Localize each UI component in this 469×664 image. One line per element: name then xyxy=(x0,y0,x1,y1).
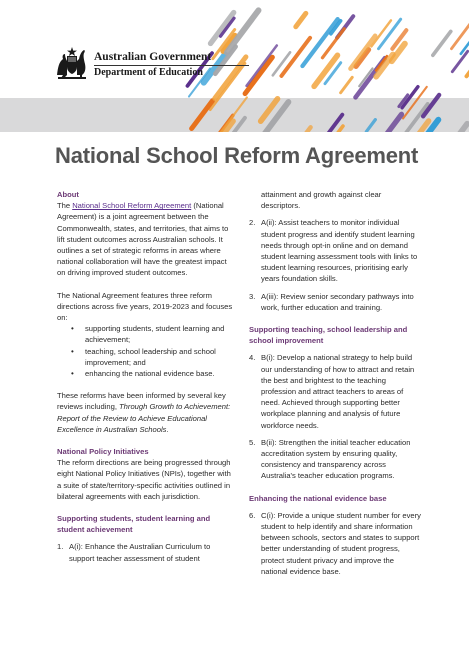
coat-of-arms-icon xyxy=(55,45,89,81)
page-title: National School Reform Agreement xyxy=(55,143,419,168)
evidence-heading: Enhancing the national evidence base xyxy=(249,493,387,503)
npi-paragraph: The reform directions are being progressed through eight National Policy Initiatives (NPIs), together with a suite of state/territory-specific activities outlined in bilateral agreements with each jurisdiction. xyxy=(57,458,231,501)
list-item: 5. B(ii): Strengthen the initial teacher education accreditation system by ensuring quality, consistency and transparency across Australia's teacher education programs. xyxy=(249,437,411,481)
list-item: 2. A(ii): Assist teachers to monitor individual student progress and identify student learning needs through opt-in online and on demand student learning assessment tools with links to student learning resources, prioritising early years foundation skills. xyxy=(249,218,418,284)
brand-stripe xyxy=(387,114,402,132)
initiative-list-c xyxy=(249,510,421,577)
brand-stripe xyxy=(366,120,375,132)
government-logo xyxy=(55,45,255,85)
teaching-heading: Supporting teaching, school leadership and school improvement xyxy=(249,325,408,346)
brand-stripe xyxy=(310,126,343,132)
initiative-list-a xyxy=(57,541,235,563)
npi-heading: National Policy Initiatives xyxy=(57,447,149,457)
brand-stripe xyxy=(280,127,311,132)
list-item: 4. B(i): Develop a national strategy to help build our understanding of how to attract and retain the best and brightest to the teaching profession and attract teachers to areas of need. Achieved through supporting better workplace planning and analysis of future workforce needs. xyxy=(249,353,415,430)
list-item: 1. A(i): Enhance the Australian Curriculum to support teacher assessment of student xyxy=(57,542,211,563)
brand-stripe xyxy=(341,77,353,92)
list-item: 3. A(iii): Review senior secondary pathways into work, further education and training. xyxy=(249,291,414,312)
brand-stripe xyxy=(448,124,467,132)
brand-stripe xyxy=(296,13,306,26)
about-paragraph-2: The National Agreement features three reform directions across five years, 2019-2023 and focuses on: xyxy=(57,290,233,323)
right-column xyxy=(249,189,421,577)
initiative-list-a-continued xyxy=(249,189,421,313)
brand-stripe xyxy=(273,52,290,75)
org-name: Australian Government xyxy=(94,51,212,63)
nsra-link[interactable]: National School Reform Agreement xyxy=(72,201,192,211)
review-title: Through Growth to Achievement: Report of the Review to Achieve Educational Excellence in Australian Schools xyxy=(57,402,231,434)
brand-stripe xyxy=(433,31,451,55)
brand-stripe xyxy=(351,36,376,69)
about-paragraph-3: These reforms have been informed by several key reviews including, Through Growth to Achievement: Report of the Review to Achieve Educational Excellence in Australian Schools. xyxy=(57,391,231,434)
page-header xyxy=(0,0,469,132)
left-column xyxy=(57,189,235,564)
list-item: 6. C(i): Provide a unique student number for every student to help identify and share information between schools, sectors and states to support better understanding of student progress, protect student privacy and improve the national evidence base. xyxy=(249,510,421,576)
brand-stripe xyxy=(371,20,391,46)
initiative-list-b xyxy=(249,352,421,481)
list-item: • teaching, school leadership and school improvement; and xyxy=(57,346,235,368)
brand-stripe xyxy=(192,101,213,129)
list-item: • supporting students, student learning and achievement; xyxy=(57,323,235,345)
about-paragraph-1: The National School Reform Agreement (National Agreement) is a joint agreement between the Commonwealth, states, and territories, that aims to lift student outcomes across Australian schools. It outlines a set of strategic reforms in areas where national collaboration will have the greatest impact on driving improved student outcomes. xyxy=(57,201,229,278)
students-heading: Supporting students, student learning and student achievement xyxy=(57,514,211,535)
list-item: • enhancing the national evidence base. xyxy=(57,368,235,379)
focus-list xyxy=(57,323,235,379)
logo-divider xyxy=(94,65,249,66)
dept-name: Department of Education xyxy=(94,67,203,78)
about-heading: About xyxy=(57,190,79,199)
list-item: attainment and growth against clear descriptors. xyxy=(261,190,382,211)
